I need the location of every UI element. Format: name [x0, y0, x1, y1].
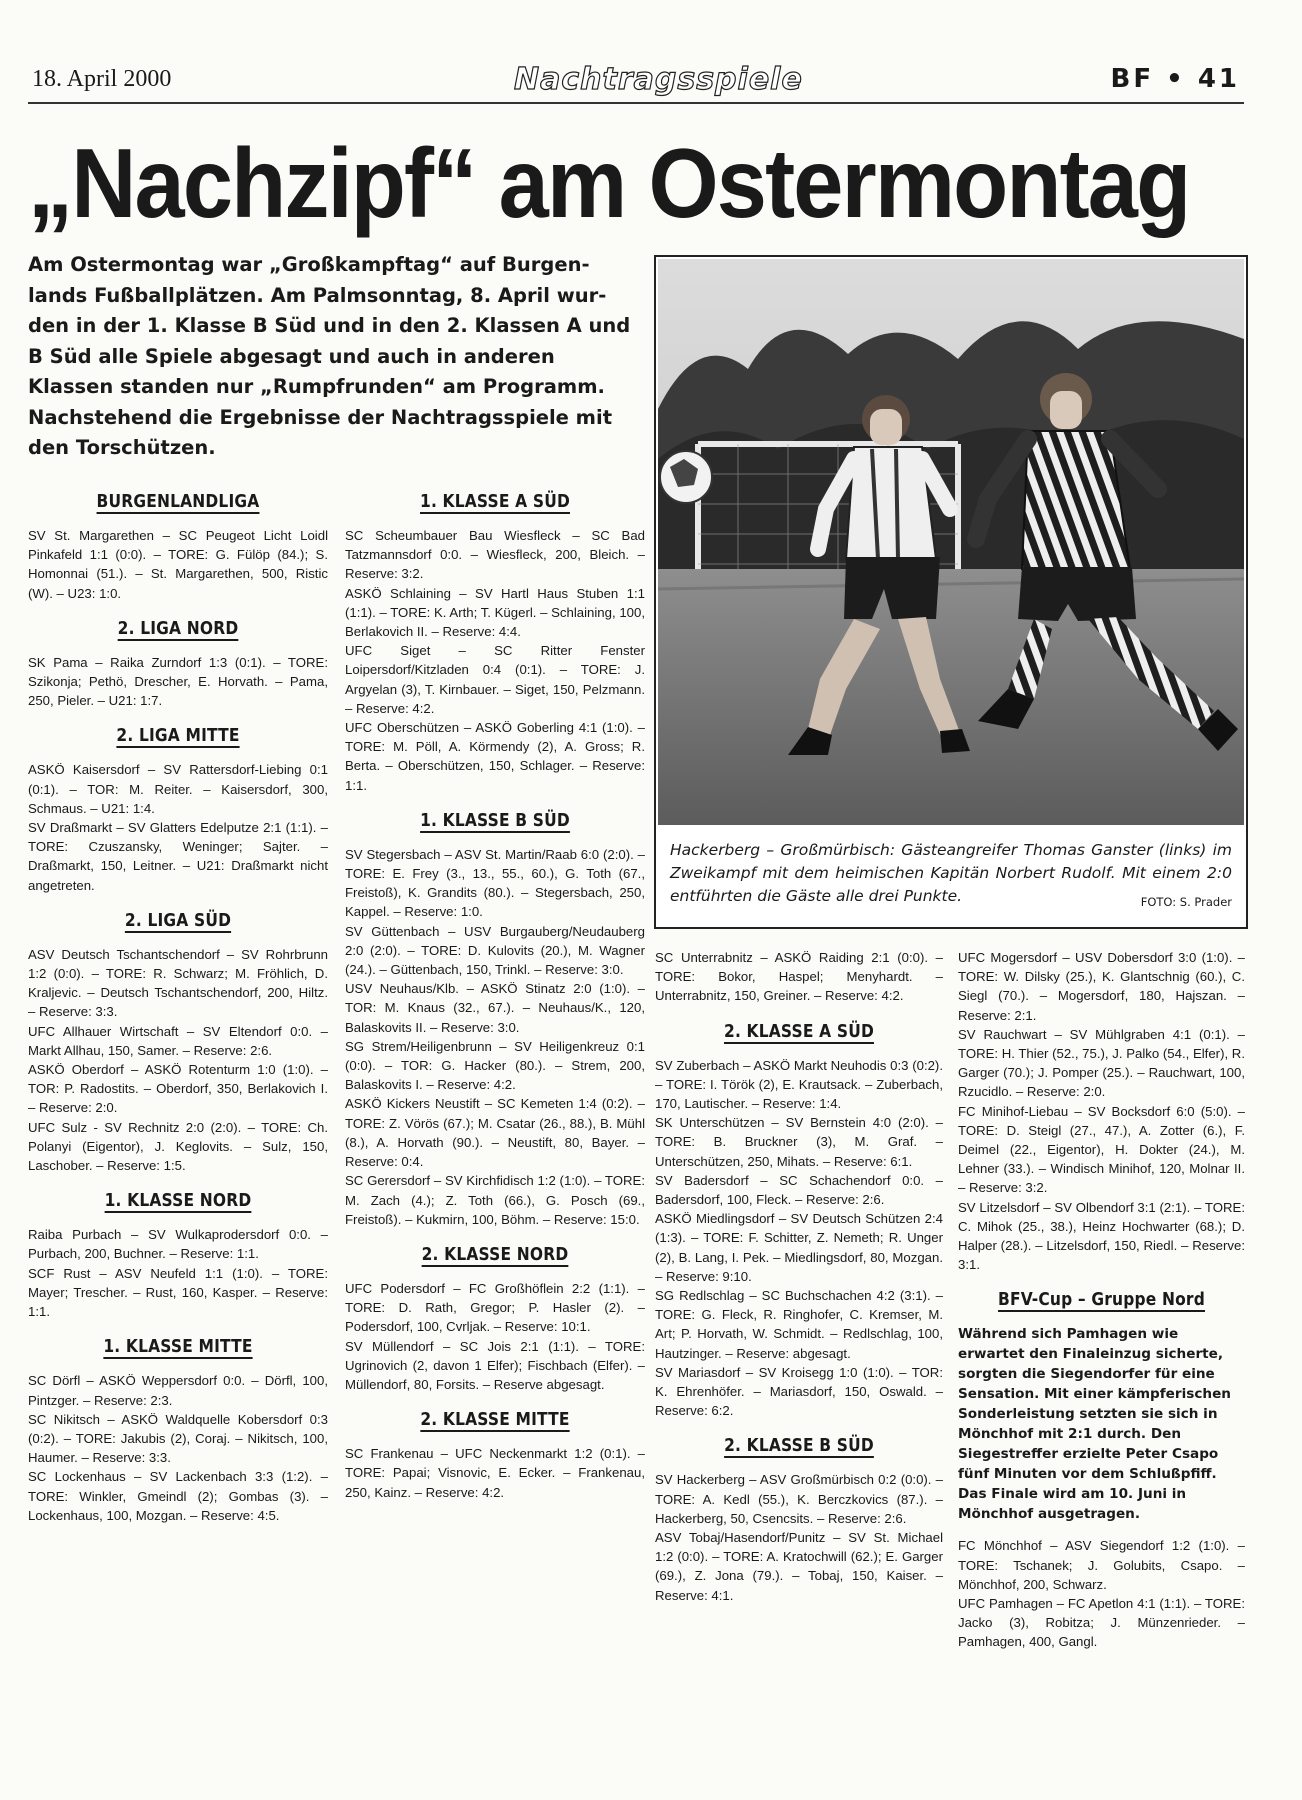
- section-title: Nachtragsspiele: [514, 62, 803, 97]
- results-column-3: [655, 948, 943, 1605]
- match-result: UFC Oberschützen – ASKÖ Goberling 4:1 (1:0). – TORE: M. Pöll, A. Körmendy (2), A. Gross; R. Berta. – Oberschützen, 150, Schlager. – Reserve: 1:1.: [345, 720, 645, 793]
- match-result: SV Litzelsdorf – SV Olbendorf 3:1 (2:1). – TORE: C. Mihok (25., 38.), Heinz Hochwarter (68.); D. Halper (28.). – Litzelsdorf, 150, Riedl. – Reserve: 3:1.: [958, 1199, 1245, 1273]
- match-result: SV Mariasdorf – SV Kroisegg 1:0 (1:0). – TOR: K. Ehrenhöfer. – Mariasdorf, 150, Oswald. – Reserve: 6:2.: [655, 1364, 943, 1419]
- match-result: SV Stegersbach – ASV St. Martin/Raab 6:0 (2:0). – TORE: E. Frey (3., 13., 55., 60.), G. Toth (67., Freistoß), K. Grandits (80.). – Stegersbach, 250, Kappel. – Reserve: 1:0.: [345, 846, 645, 920]
- match-result: SV Müllendorf – SC Jois 2:1 (1:1). – TORE: Ugrinovich (2, davon 1 Elfer); Fischbach (Elfer). – Müllendorf, 80, Forsits. – Reserve abgesagt.: [345, 1338, 645, 1392]
- match-result: SC Dörfl – ASKÖ Weppersdorf 0:0. – Dörfl, 100, Pintzger. – Reserve: 2:3.: [28, 1373, 328, 1408]
- match-result: FC Minihof-Liebau – SV Bocksdorf 6:0 (5:0). – TORE: D. Steigl (27., 47.), A. Zotter (6.), F. Deimel (22., Eigentor), H. Dokter (24.), M. Lehner (33.). – Windisch Minihof, 120, Molnar II. – Reserve: 3:2.: [958, 1103, 1245, 1196]
- lead-line: Am Ostermontag war „Großkampftag“ auf Burgen-: [28, 253, 590, 276]
- match-result: SV Güttenbach – USV Burgauberg/Neudauberg 2:0 (2:0). – TORE: D. Kulovits (20.), M. Wagner (24.). – Güttenbach, 150, Trinkl. – Reserve: 3:0.: [345, 923, 645, 978]
- issue-date: 18. April 2000: [32, 66, 172, 92]
- match-result: ASV Tobaj/Hasendorf/Punitz – SV St. Michael 1:2 (0:0). – TORE: A. Kratochwill (62.); E. Garger (69.), Z. Jona (79.). – Tobaj, 150, Kaiser. – Reserve: 4:1.: [655, 1530, 943, 1603]
- match-result: SK Pama – Raika Zurndorf 1:3 (0:1). – TORE: Szikonja; Pethö, Drescher, E. Horvath. – Pama, 250, Pieler. – U21: 1:7.: [28, 654, 328, 709]
- section-heading-2-klasse-b-sued: 2. KLASSE B SÜD: [724, 1435, 874, 1457]
- match-result: SV Hackerberg – ASV Großmürbisch 0:2 (0:0). – TORE: A. Kedl (55.), K. Berczkovics (87.). – Hackerberg, 50, Csencsits. – Reserve: 2:6.: [655, 1472, 943, 1526]
- match-result: UFC Mogersdorf – USV Dobersdorf 3:0 (1:0). – TORE: W. Dilsky (25.), K. Glantschnig (60.), C. Siegl (70.). – Mogersdorf, 180, Hajszan. – Reserve: 2:1.: [958, 950, 1245, 1023]
- match-result: SV St. Margarethen – SC Peugeot Licht Loidl Pinkafeld 1:1 (0:0). – TORE: G. Fülöp (84.); S. Homonnai (51.). – St. Margarethen, 500, Ristic (W). – U23: 1:0.: [28, 528, 328, 601]
- match-result: ASKÖ Oberdorf – ASKÖ Rotenturm 1:0 (1:0). – TOR: P. Radostits. – Oberdorf, 350, Berlakovich I. – Reserve: 2:0.: [28, 1062, 328, 1116]
- match-result: ASKÖ Kickers Neustift – SC Kemeten 1:4 (0:2). – TORE: Z. Vörös (67.); M. Csatar (26., 88.), B. Mühl (8.), A. Horvath (90.). – Neustift, 80, Bayer. – Reserve: 0:4.: [345, 1096, 645, 1170]
- match-photo: [658, 259, 1244, 825]
- section-heading-burgenlandliga: BURGENLANDLIGA: [96, 491, 260, 512]
- match-result: ASKÖ Schlaining – SV Hartl Haus Stuben 1:1 (1:1). – TORE: K. Arth; T. Kügerl. – Schlaining, 100, Berlakovich II. – Reserve: 4:4.: [345, 585, 645, 640]
- photo-credit: FOTO: S. Prader: [1140, 895, 1232, 909]
- section-heading-1-klasse-b-sued: 1. KLASSE B SÜD: [420, 809, 570, 831]
- match-result: FC Mönchhof – ASV Siegendorf 1:2 (1:0). – TORE: Tschanek; J. Golubits, Csapo. – Mönchhof, 200, Schwarz.: [958, 1538, 1245, 1592]
- match-result: SG Redlschlag – SC Buchschachen 4:2 (3:1). – TORE: G. Fleck, R. Ringhofer, C. Kremser, M. Art; P. Horvath, W. Schmidt. – Redlschlag, 100, Hautzinger. – Reserve: abgesagt.: [655, 1288, 943, 1361]
- section-heading-2-liga-sued: 2. LIGA SÜD: [124, 909, 232, 931]
- match-result: ASKÖ Kaisersdorf – SV Rattersdorf-Liebing 0:1 (0:1). – TOR: M. Reiter. – Kaisersdorf, 300, Schmaus. – U21: 1:4.: [28, 762, 328, 816]
- lead-paragraph: [28, 250, 638, 464]
- match-result: SV Rauchwart – SV Mühlgraben 4:1 (0:1). – TORE: H. Thier (52., 75.), J. Palko (54., Elfer), R. Garger (70.); J. Pomper (25.). – Rauchwart, 100, Rzucidlo. – Reserve: 2:0.: [958, 1026, 1245, 1100]
- match-result: SC Unterrabnitz – ASKÖ Raiding 2:1 (0:0). – TORE: Bokor, Haspel; Menyhardt. – Unterrabnitz, 150, Greiner. – Reserve: 4:2.: [655, 950, 943, 1004]
- page-header: [28, 62, 1244, 104]
- match-result: SC Nikitsch – ASKÖ Waldquelle Kobersdorf 0:3 (0:2). – TORE: Jakubis (2), Coraj. – Nikitsch, 100, Haumer. – Reserve: 3:3.: [28, 1411, 328, 1466]
- lead-line: Klassen standen nur „Rumpfrunden“ am Programm.: [28, 375, 605, 398]
- match-result: UFC Podersdorf – FC Großhöflein 2:2 (1:1). – TORE: D. Rath, Gregor; P. Hasler (2). – Podersdorf, 100, Cvrljak. – Reserve: 10:1.: [345, 1280, 645, 1335]
- lead-line: Nachstehend die Ergebnisse der Nachtragsspiele mit: [28, 405, 613, 429]
- match-result: ASV Deutsch Tschantschendorf – SV Rohrbrunn 1:2 (0:0). – TORE: R. Schwarz; M. Fröhlich, D. Kraljevic. – Deutsch Tschantschendorf, 200, Hiltz. – Reserve: 3:3.: [28, 946, 328, 1020]
- lead-line: lands Fußballplätzen. Am Palmsonntag, 8. April wur-: [28, 283, 607, 307]
- match-result: USV Neuhaus/Klb. – ASKÖ Stinatz 2:0 (1:0). – TOR: M. Knaus (32., 67.). – Neuhaus/K., 120, Balaskovits II. – Reserve: 3:0.: [345, 981, 645, 1035]
- section-heading-1-klasse-nord: 1. KLASSE NORD: [104, 1190, 252, 1212]
- match-result: SC Gerersdorf – SV Kirchfidisch 1:2 (1:0). – TORE: M. Zach (4.); Z. Toth (66.), G. Posch (69., Freistoß). – Kukmirn, 100, Böhm. – Reserve: 15:0.: [345, 1173, 645, 1227]
- section-heading-2-klasse-nord: 2. KLASSE NORD: [421, 1243, 569, 1265]
- lead-line: B Süd alle Spiele abgesagt und auch in anderen: [28, 344, 555, 368]
- match-result: ASKÖ Miedlingsdorf – SV Deutsch Schützen 2:4 (1:3). – TORE: F. Schitter, Z. Nemeth; R. Unger (2), B. Lang, I. Pek. – Miedlingsdorf, 80, Mozgan. – Reserve: 9:10.: [655, 1211, 943, 1284]
- match-result: UFC Pamhagen – FC Apetlon 4:1 (1:1). – TORE: Jacko (3), Robitza; J. Münzenrieder. – Pamhagen, 400, Gangl.: [958, 1596, 1245, 1650]
- match-result: UFC Siget – SC Ritter Fenster Loipersdorf/Kitzladen 0:4 (0:1). – TORE: J. Argyelan (3), T. Kirnbauer. – Siget, 150, Pelzmann. – Reserve: 4:2.: [345, 643, 645, 716]
- headline: „Nachzipf“ am Ostermontag: [28, 128, 1190, 238]
- lead-line: den in der 1. Klasse B Süd und in den 2. Klassen A und: [28, 314, 631, 337]
- results-column-1: [28, 490, 328, 1525]
- match-result: SG Strem/Heiligenbrunn – SV Heiligenkreuz 0:1 (0:0). – TOR: G. Hacker (80.). – Strem, 200, Balaskovits I. – Reserve: 4:2.: [345, 1038, 645, 1093]
- page-number: BF • 41: [1110, 64, 1240, 94]
- match-result: SCF Rust – ASV Neufeld 1:1 (1:0). – TORE: Mayer; Trescher. – Rust, 160, Kasper. – Reserve: 1:1.: [28, 1265, 328, 1320]
- match-result: SV Badersdorf – SC Schachendorf 0:0. – Badersdorf, 100, Fleck. – Reserve: 2:6.: [655, 1172, 943, 1208]
- lead-line: den Torschützen.: [28, 436, 216, 459]
- match-result: UFC Allhauer Wirtschaft – SV Eltendorf 0:0. – Markt Allhau, 150, Samer. – Reserve: 2:6.: [28, 1023, 328, 1058]
- photo-box: [654, 255, 1248, 929]
- results-column-2: [345, 490, 645, 1502]
- section-heading-1-klasse-mitte: 1. KLASSE MITTE: [103, 1336, 253, 1358]
- match-result: SV Zuberbach – ASKÖ Markt Neuhodis 0:3 (0:2). – TORE: I. Török (2), E. Krautsack. – Zuberbach, 170, Lautischer. – Reserve: 1:4.: [655, 1057, 943, 1112]
- section-heading-2-liga-mitte: 2. LIGA MITTE: [116, 725, 240, 747]
- match-result: UFC Sulz - SV Rechnitz 2:0 (2:0). – TORE: Ch. Polanyi (Eigentor), J. Keglovits. – Sulz, 150, Laschober. – Reserve: 1:5.: [28, 1119, 328, 1174]
- photo-caption: [670, 839, 1232, 914]
- section-heading-2-liga-nord: 2. LIGA NORD: [117, 617, 239, 639]
- results-column-4: [958, 948, 1245, 1652]
- photo-caption-text: Hackerberg – Großmürbisch: Gästeangreifer Thomas Ganster (links) im Zweikampf mit dem heimischen Kapitän Norbert Rudolf. Mit einem 2:0 entführten die Gäste alle drei Punkte.: [670, 841, 1232, 905]
- match-result: SC Scheumbauer Bau Wiesfleck – SC Bad Tatzmannsdorf 0:0. – Wiesfleck, 200, Bleich. – Reserve: 3:2.: [345, 528, 645, 582]
- match-result: SC Lockenhaus – SV Lackenbach 3:3 (1:2). – TORE: Winkler, Gmeindl (2); Gombas (3). – Lockenhaus, 100, Mozgan. – Reserve: 4:5.: [28, 1469, 328, 1523]
- cup-report: Während sich Pamhagen wie erwartet den Finaleinzug sicherte, sorgten die Siegendorfer für eine Sensation. Mit einer kämpferischen Sonderleistung setzten sie sich in Mönchhof mit 2:1 durch. Den Siegestreffer erzielte Peter Csapo fünf Minuten vor dem Schlußpfiff. Das Finale wird am 10. Juni in Mönchhof ausgetragen.: [958, 1326, 1231, 1523]
- section-heading-bfv-cup: BFV-Cup – Gruppe Nord: [998, 1289, 1205, 1311]
- section-heading-1-klasse-a-sued: 1. KLASSE A SÜD: [420, 491, 570, 512]
- match-result: SK Unterschützen – SV Bernstein 4:0 (2:0). – TORE: B. Bruckner (3), M. Graf. – Unterschützen, 250, Mihats. – Reserve: 6:1.: [655, 1115, 943, 1169]
- section-heading-2-klasse-a-sued: 2. KLASSE A SÜD: [724, 1020, 874, 1042]
- match-result: SC Frankenau – UFC Neckenmarkt 1:2 (0:1). – TORE: Papai; Visnovic, E. Ecker. – Frankenau, 250, Kainz. – Reserve: 4:2.: [345, 1446, 645, 1500]
- match-photo-illustration: [658, 259, 1244, 825]
- section-heading-2-klasse-mitte: 2. KLASSE MITTE: [420, 1409, 570, 1431]
- match-result: SV Draßmarkt – SV Glatters Edelputze 2:1 (1:1). – TORE: Czuszansky, Weninger; Sajter. – Draßmarkt, 150, Leitner. – U21: Draßmarkt nicht angetreten.: [28, 820, 328, 893]
- match-result: Raiba Purbach – SV Wulkaprodersdorf 0:0. – Purbach, 200, Buchner. – Reserve: 1:1.: [28, 1227, 328, 1262]
